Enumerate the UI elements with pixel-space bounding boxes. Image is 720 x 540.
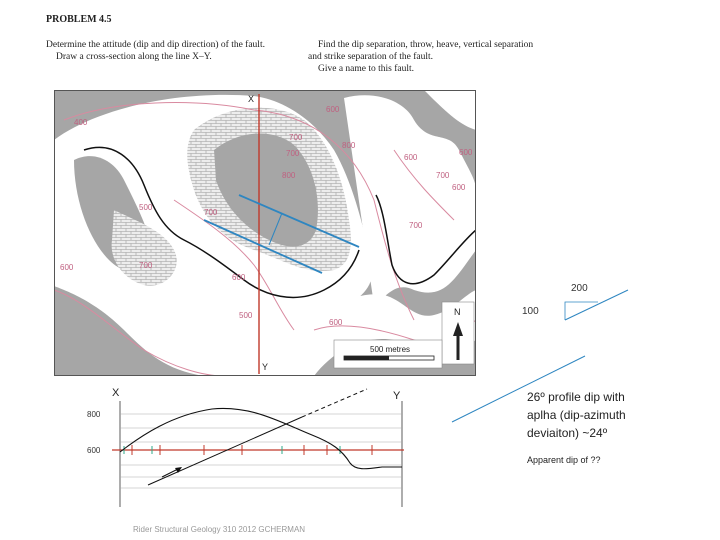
elevation-600-label: 600 <box>87 446 101 455</box>
section-y-label: Y <box>393 390 401 402</box>
contour-label: 700 <box>204 208 218 217</box>
section-x-label: X <box>112 387 120 399</box>
contour-label: 600 <box>329 318 343 327</box>
cross-section <box>82 385 432 515</box>
geological-map <box>54 90 476 376</box>
scale-bar-segment <box>344 356 389 360</box>
map-y-label: Y <box>262 362 269 372</box>
contour-label: 600 <box>326 105 340 114</box>
contour-label: 600 <box>459 148 473 157</box>
contour-label: 800 <box>282 171 296 180</box>
fault-projection <box>148 417 302 485</box>
problem-title: PROBLEM 4.5 <box>46 14 112 25</box>
contour-label: 500 <box>239 311 253 320</box>
contour-label: 600 <box>60 263 74 272</box>
question-attitude: Determine the attitude (dip and dip direction) of the fault. <box>46 40 265 50</box>
fault-projection-dashed <box>302 389 367 417</box>
contour-label: 500 <box>139 203 153 212</box>
contour-label: 600 <box>404 153 418 162</box>
profile-dip-line <box>565 290 628 320</box>
contour-label: 800 <box>342 141 356 150</box>
map-x-label: X <box>248 94 255 104</box>
question-cross-section: Draw a cross-section along the line X–Y. <box>56 52 212 62</box>
footer-credit: Rider Structural Geology 310 2012 GCHERMAN <box>133 525 306 534</box>
profile-dip-note-line3: deviaiton) ~24º <box>527 426 608 440</box>
profile-dip-note-line2: aplha (dip-azimuth <box>527 408 626 422</box>
question-strike-separation: and strike separation of the fault. <box>308 52 434 62</box>
contour-label: 700 <box>436 171 450 180</box>
north-label: N <box>454 307 461 317</box>
topographic-profile <box>120 408 402 468</box>
contour-label: 400 <box>74 118 88 127</box>
contour-label: 600 <box>452 183 466 192</box>
label-100: 100 <box>522 306 539 317</box>
profile-dip-note-line1: 26º profile dip with <box>527 390 625 404</box>
question-fault-name: Give a name to this fault. <box>318 64 415 74</box>
elevation-800-label: 800 <box>87 410 101 419</box>
label-200: 200 <box>571 283 588 294</box>
question-separation: Find the dip separation, throw, heave, vertical separation <box>318 40 534 50</box>
contour-label: 700 <box>286 149 300 158</box>
contour-label: 700 <box>139 261 153 270</box>
contour-label: 700 <box>289 133 303 142</box>
contour-label: 600 <box>232 273 246 282</box>
contour-label: 700 <box>409 221 423 230</box>
scale-label: 500 metres <box>370 345 411 354</box>
apparent-dip-note: Apparent dip of ?? <box>527 455 601 465</box>
